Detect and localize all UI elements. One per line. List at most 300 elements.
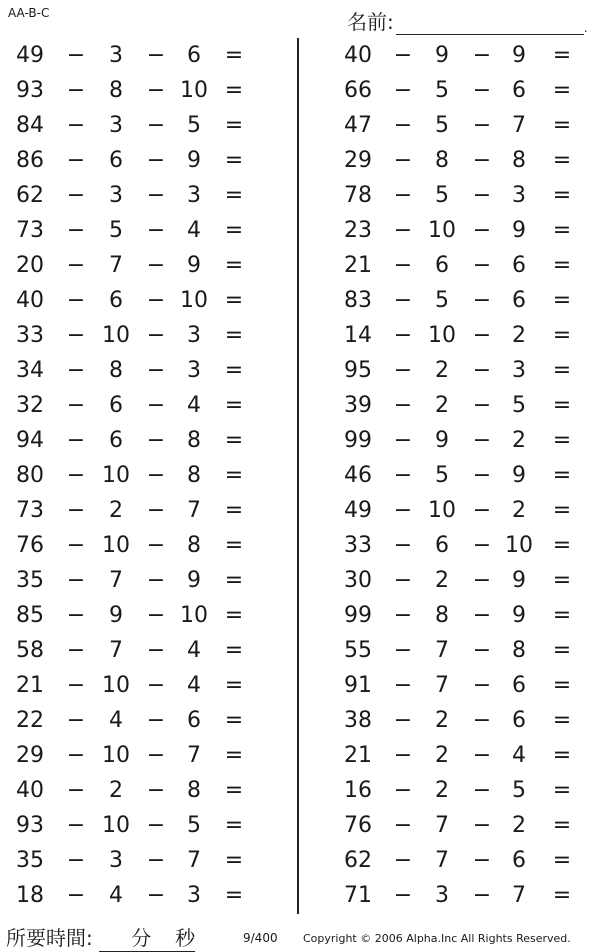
minutes-blank (99, 922, 151, 952)
problem-row (0, 703, 600, 738)
minus-sign: − (146, 463, 166, 488)
subtrahend-2: 3 (512, 183, 526, 208)
minutes-label: 分 (131, 926, 152, 950)
equals-sign: = (224, 393, 244, 418)
subtrahend-2: 9 (512, 568, 526, 593)
copyright-notice: Copyright © 2006 Alpha.Inc All Rights Reserved. (303, 932, 571, 945)
equals-sign: = (552, 848, 572, 873)
problem-row (0, 878, 600, 913)
minus-sign: − (146, 43, 166, 68)
subtrahend-2: 10 (180, 288, 208, 313)
minus-sign: − (146, 78, 166, 103)
minuend: 14 (344, 323, 372, 348)
minuend: 35 (16, 568, 44, 593)
subtrahend-2: 8 (187, 463, 201, 488)
subtrahend-2: 2 (512, 323, 526, 348)
minus-sign: − (393, 253, 413, 278)
minus-sign: − (472, 498, 492, 523)
equals-sign: = (552, 113, 572, 138)
equals-sign: = (224, 708, 244, 733)
minus-sign: − (66, 323, 86, 348)
subtrahend-2: 4 (187, 638, 201, 663)
equals-sign: = (224, 43, 244, 68)
subtrahend-2: 4 (187, 393, 201, 418)
minus-sign: − (66, 358, 86, 383)
name-blank-line (396, 16, 584, 35)
equals-sign: = (552, 358, 572, 383)
minus-sign: − (393, 638, 413, 663)
minus-sign: − (472, 78, 492, 103)
minus-sign: − (66, 113, 86, 138)
minus-sign: − (472, 813, 492, 838)
equals-sign: = (224, 358, 244, 383)
minus-sign: − (146, 673, 166, 698)
minuend: 80 (16, 463, 44, 488)
minuend: 39 (344, 393, 372, 418)
minus-sign: − (472, 288, 492, 313)
subtrahend-2: 8 (512, 638, 526, 663)
minus-sign: − (146, 148, 166, 173)
minus-sign: − (393, 498, 413, 523)
minuend: 66 (344, 78, 372, 103)
minuend: 34 (16, 358, 44, 383)
subtrahend-2: 5 (187, 813, 201, 838)
equals-sign: = (552, 638, 572, 663)
subtrahend-1: 8 (435, 148, 449, 173)
name-end-mark: . (583, 21, 588, 35)
subtrahend-1: 6 (109, 288, 123, 313)
minus-sign: − (472, 253, 492, 278)
minus-sign: − (393, 673, 413, 698)
equals-sign: = (552, 498, 572, 523)
subtrahend-1: 5 (435, 113, 449, 138)
equals-sign: = (224, 848, 244, 873)
subtrahend-1: 7 (435, 638, 449, 663)
minuend: 93 (16, 78, 44, 103)
subtrahend-1: 3 (109, 113, 123, 138)
subtrahend-2: 9 (187, 568, 201, 593)
minus-sign: − (393, 113, 413, 138)
minus-sign: − (146, 323, 166, 348)
minuend: 49 (16, 43, 44, 68)
subtrahend-2: 4 (512, 743, 526, 768)
minus-sign: − (393, 883, 413, 908)
subtrahend-2: 3 (187, 883, 201, 908)
problem-row (0, 738, 600, 773)
subtrahend-1: 3 (435, 883, 449, 908)
subtrahend-1: 10 (428, 323, 456, 348)
subtrahend-2: 9 (187, 253, 201, 278)
minus-sign: − (472, 43, 492, 68)
subtrahend-1: 7 (109, 638, 123, 663)
equals-sign: = (552, 323, 572, 348)
equals-sign: = (552, 253, 572, 278)
equals-sign: = (224, 603, 244, 628)
minus-sign: − (393, 463, 413, 488)
minus-sign: − (66, 708, 86, 733)
subtrahend-2: 3 (512, 358, 526, 383)
minus-sign: − (146, 743, 166, 768)
minuend: 73 (16, 218, 44, 243)
subtrahend-2: 8 (187, 428, 201, 453)
minus-sign: − (66, 568, 86, 593)
subtrahend-2: 6 (512, 288, 526, 313)
equals-sign: = (224, 568, 244, 593)
minus-sign: − (393, 533, 413, 558)
minuend: 33 (16, 323, 44, 348)
subtrahend-1: 10 (102, 743, 130, 768)
subtrahend-1: 2 (435, 568, 449, 593)
subtrahend-1: 7 (109, 253, 123, 278)
minuend: 78 (344, 183, 372, 208)
minus-sign: − (146, 603, 166, 628)
problem-row (0, 73, 600, 108)
minus-sign: − (393, 78, 413, 103)
minus-sign: − (66, 883, 86, 908)
minus-sign: − (393, 323, 413, 348)
subtrahend-1: 2 (435, 743, 449, 768)
minus-sign: − (66, 78, 86, 103)
subtrahend-2: 10 (180, 603, 208, 628)
minuend: 21 (344, 743, 372, 768)
minus-sign: − (146, 288, 166, 313)
subtrahend-1: 2 (109, 498, 123, 523)
subtrahend-1: 7 (435, 673, 449, 698)
subtrahend-2: 7 (187, 743, 201, 768)
minus-sign: − (393, 848, 413, 873)
subtrahend-1: 9 (435, 43, 449, 68)
subtrahend-2: 2 (512, 428, 526, 453)
minuend: 49 (344, 498, 372, 523)
equals-sign: = (224, 78, 244, 103)
subtrahend-1: 6 (109, 393, 123, 418)
equals-sign: = (552, 743, 572, 768)
problem-row (0, 528, 600, 563)
subtrahend-1: 7 (109, 568, 123, 593)
subtrahend-2: 7 (512, 113, 526, 138)
minus-sign: − (146, 778, 166, 803)
minus-sign: − (146, 113, 166, 138)
minus-sign: − (146, 533, 166, 558)
minuend: 93 (16, 813, 44, 838)
minuend: 21 (16, 673, 44, 698)
subtrahend-1: 10 (102, 533, 130, 558)
subtrahend-1: 7 (435, 813, 449, 838)
subtrahend-1: 9 (435, 428, 449, 453)
minuend: 94 (16, 428, 44, 453)
subtrahend-2: 9 (512, 218, 526, 243)
subtrahend-1: 10 (102, 323, 130, 348)
minus-sign: − (66, 393, 86, 418)
minus-sign: − (66, 638, 86, 663)
subtrahend-2: 8 (187, 533, 201, 558)
minus-sign: − (146, 708, 166, 733)
subtrahend-1: 4 (109, 708, 123, 733)
minus-sign: − (393, 358, 413, 383)
subtrahend-1: 8 (109, 78, 123, 103)
subtrahend-2: 6 (512, 253, 526, 278)
equals-sign: = (224, 673, 244, 698)
minus-sign: − (66, 183, 86, 208)
minus-sign: − (472, 113, 492, 138)
equals-sign: = (224, 813, 244, 838)
subtrahend-1: 3 (109, 43, 123, 68)
minus-sign: − (393, 43, 413, 68)
minuend: 46 (344, 463, 372, 488)
subtrahend-2: 3 (187, 358, 201, 383)
minus-sign: − (146, 183, 166, 208)
minus-sign: − (393, 778, 413, 803)
subtrahend-1: 4 (109, 883, 123, 908)
minuend: 47 (344, 113, 372, 138)
subtrahend-2: 2 (512, 498, 526, 523)
subtrahend-2: 4 (187, 218, 201, 243)
minus-sign: − (472, 323, 492, 348)
subtrahend-2: 8 (187, 778, 201, 803)
subtrahend-2: 10 (505, 533, 533, 558)
equals-sign: = (224, 743, 244, 768)
subtrahend-2: 4 (187, 673, 201, 698)
problem-row (0, 563, 600, 598)
problem-row (0, 213, 600, 248)
minuend: 33 (344, 533, 372, 558)
subtrahend-1: 5 (435, 183, 449, 208)
subtrahend-1: 3 (109, 848, 123, 873)
minus-sign: − (146, 428, 166, 453)
minuend: 29 (344, 148, 372, 173)
minus-sign: − (472, 148, 492, 173)
minus-sign: − (66, 533, 86, 558)
minuend: 35 (16, 848, 44, 873)
subtrahend-2: 9 (187, 148, 201, 173)
minuend: 40 (16, 288, 44, 313)
subtrahend-2: 10 (180, 78, 208, 103)
seconds-blank (151, 922, 195, 952)
subtrahend-2: 6 (512, 78, 526, 103)
time-spent-field (6, 922, 195, 952)
name-field (347, 6, 588, 35)
subtrahend-2: 7 (512, 883, 526, 908)
minus-sign: − (472, 568, 492, 593)
minus-sign: − (472, 428, 492, 453)
problem-row (0, 423, 600, 458)
equals-sign: = (224, 113, 244, 138)
equals-sign: = (224, 183, 244, 208)
equals-sign: = (224, 463, 244, 488)
equals-sign: = (552, 43, 572, 68)
minus-sign: − (146, 813, 166, 838)
minuend: 40 (344, 43, 372, 68)
minus-sign: − (66, 498, 86, 523)
problem-row (0, 178, 600, 213)
minus-sign: − (393, 218, 413, 243)
equals-sign: = (552, 603, 572, 628)
minus-sign: − (66, 253, 86, 278)
equals-sign: = (224, 883, 244, 908)
minus-sign: − (472, 778, 492, 803)
subtrahend-2: 6 (187, 43, 201, 68)
subtrahend-2: 5 (512, 778, 526, 803)
subtrahend-1: 8 (435, 603, 449, 628)
minus-sign: − (66, 848, 86, 873)
subtrahend-1: 10 (428, 218, 456, 243)
subtrahend-1: 10 (102, 813, 130, 838)
minus-sign: − (472, 708, 492, 733)
equals-sign: = (552, 288, 572, 313)
minus-sign: − (472, 463, 492, 488)
subtrahend-1: 5 (109, 218, 123, 243)
problem-row (0, 38, 600, 73)
minus-sign: − (472, 393, 492, 418)
worksheet-code: AA-B-C (8, 6, 50, 20)
minuend: 99 (344, 603, 372, 628)
subtrahend-1: 5 (435, 288, 449, 313)
minus-sign: − (472, 638, 492, 663)
subtrahend-1: 10 (102, 673, 130, 698)
minus-sign: − (66, 463, 86, 488)
minuend: 91 (344, 673, 372, 698)
problem-row (0, 458, 600, 493)
minuend: 32 (16, 393, 44, 418)
problem-row (0, 143, 600, 178)
equals-sign: = (552, 428, 572, 453)
minuend: 73 (16, 498, 44, 523)
subtrahend-2: 3 (187, 323, 201, 348)
minuend: 55 (344, 638, 372, 663)
equals-sign: = (224, 148, 244, 173)
minuend: 62 (344, 848, 372, 873)
equals-sign: = (552, 883, 572, 908)
equals-sign: = (224, 778, 244, 803)
equals-sign: = (552, 568, 572, 593)
equals-sign: = (552, 148, 572, 173)
seconds-label: 秒 (175, 926, 196, 950)
minus-sign: − (393, 743, 413, 768)
equals-sign: = (552, 673, 572, 698)
minus-sign: − (393, 708, 413, 733)
subtrahend-2: 7 (187, 848, 201, 873)
minus-sign: − (66, 148, 86, 173)
subtrahend-1: 9 (109, 603, 123, 628)
minus-sign: − (66, 218, 86, 243)
equals-sign: = (552, 813, 572, 838)
minus-sign: − (146, 498, 166, 523)
subtrahend-1: 7 (435, 848, 449, 873)
minuend: 21 (344, 253, 372, 278)
subtrahend-2: 3 (187, 183, 201, 208)
minuend: 22 (16, 708, 44, 733)
minuend: 23 (344, 218, 372, 243)
minus-sign: − (146, 568, 166, 593)
subtrahend-1: 2 (435, 393, 449, 418)
minus-sign: − (66, 673, 86, 698)
minuend: 18 (16, 883, 44, 908)
minuend: 29 (16, 743, 44, 768)
subtrahend-1: 5 (435, 463, 449, 488)
subtrahend-2: 6 (512, 708, 526, 733)
subtrahend-2: 2 (512, 813, 526, 838)
subtrahend-1: 6 (109, 428, 123, 453)
equals-sign: = (224, 638, 244, 663)
minus-sign: − (393, 183, 413, 208)
minus-sign: − (472, 883, 492, 908)
minuend: 40 (16, 778, 44, 803)
minus-sign: − (146, 253, 166, 278)
minus-sign: − (472, 533, 492, 558)
subtrahend-1: 8 (109, 358, 123, 383)
minuend: 76 (344, 813, 372, 838)
subtrahend-1: 5 (435, 78, 449, 103)
equals-sign: = (552, 183, 572, 208)
minuend: 86 (16, 148, 44, 173)
minus-sign: − (66, 813, 86, 838)
time-label: 所要時間: (6, 926, 93, 950)
problem-row (0, 318, 600, 353)
subtrahend-1: 6 (435, 533, 449, 558)
subtrahend-1: 10 (428, 498, 456, 523)
subtrahend-2: 6 (512, 848, 526, 873)
subtrahend-2: 7 (187, 498, 201, 523)
minuend: 16 (344, 778, 372, 803)
subtrahend-2: 6 (187, 708, 201, 733)
problem-row (0, 493, 600, 528)
problem-row (0, 248, 600, 283)
minus-sign: − (472, 603, 492, 628)
subtrahend-1: 2 (435, 708, 449, 733)
equals-sign: = (224, 323, 244, 348)
subtrahend-2: 9 (512, 603, 526, 628)
problem-row (0, 283, 600, 318)
subtrahend-1: 2 (435, 358, 449, 383)
minus-sign: − (66, 603, 86, 628)
equals-sign: = (224, 288, 244, 313)
problem-row (0, 808, 600, 843)
minus-sign: − (393, 288, 413, 313)
minus-sign: − (146, 218, 166, 243)
minus-sign: − (66, 43, 86, 68)
minuend: 38 (344, 708, 372, 733)
minuend: 76 (16, 533, 44, 558)
minuend: 20 (16, 253, 44, 278)
subtrahend-1: 2 (435, 778, 449, 803)
problem-row (0, 633, 600, 668)
minus-sign: − (393, 813, 413, 838)
subtrahend-1: 10 (102, 463, 130, 488)
subtrahend-2: 9 (512, 43, 526, 68)
equals-sign: = (552, 778, 572, 803)
subtrahend-2: 5 (512, 393, 526, 418)
minuend: 84 (16, 113, 44, 138)
minus-sign: − (66, 778, 86, 803)
problem-row (0, 353, 600, 388)
problem-row (0, 773, 600, 808)
minus-sign: − (393, 428, 413, 453)
equals-sign: = (552, 708, 572, 733)
equals-sign: = (224, 428, 244, 453)
minus-sign: − (66, 743, 86, 768)
minus-sign: − (472, 358, 492, 383)
minuend: 62 (16, 183, 44, 208)
subtrahend-2: 8 (512, 148, 526, 173)
problem-row (0, 598, 600, 633)
minus-sign: − (393, 393, 413, 418)
minuend: 58 (16, 638, 44, 663)
minuend: 71 (344, 883, 372, 908)
problem-row (0, 668, 600, 703)
minuend: 95 (344, 358, 372, 383)
minuend: 30 (344, 568, 372, 593)
problem-row (0, 388, 600, 423)
